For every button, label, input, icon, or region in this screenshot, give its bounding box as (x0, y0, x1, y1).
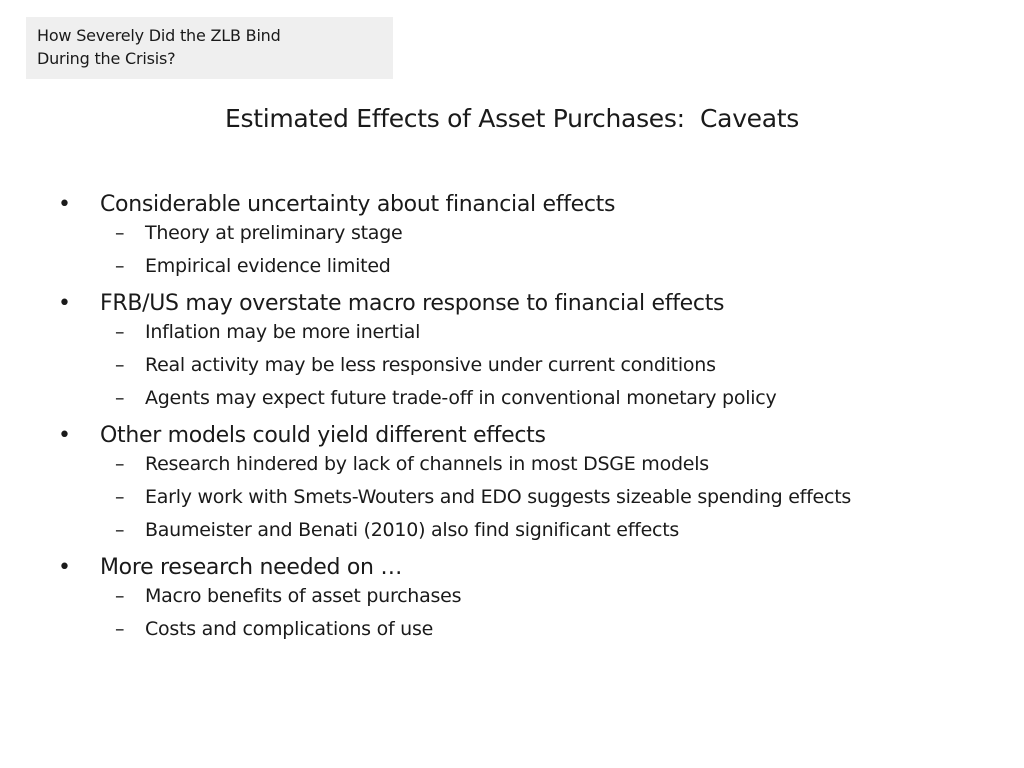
bullet-icon: • (58, 423, 71, 448)
sub-bullet-item (58, 617, 935, 641)
dash-icon: – (115, 519, 125, 541)
dash-icon: – (115, 453, 125, 475)
bullet-text: Other models could yield different effects (100, 423, 546, 448)
sub-bullet-list (100, 584, 958, 641)
sub-bullet-item (58, 452, 935, 476)
sub-bullet-list (100, 452, 958, 542)
sub-bullet-text: Agents may expect future trade-off in conventional monetary policy (145, 387, 777, 409)
sub-bullet-item (58, 320, 935, 344)
bullet-list (58, 188, 958, 650)
sub-bullet-item (58, 254, 935, 278)
sub-bullet-item (58, 353, 935, 377)
sub-bullet-text: Real activity may be less responsive under current conditions (145, 354, 716, 376)
dash-icon: – (115, 618, 125, 640)
bullet-item (58, 419, 958, 542)
sub-bullet-item (58, 221, 935, 245)
sub-bullet-item (58, 584, 935, 608)
dash-icon: – (115, 354, 125, 376)
dash-icon: – (115, 222, 125, 244)
bullet-icon: • (58, 291, 71, 316)
section-tag-line-1: How Severely Did the ZLB Bind (37, 26, 281, 45)
sub-bullet-item (58, 386, 935, 410)
dash-icon: – (115, 255, 125, 277)
sub-bullet-text: Empirical evidence limited (145, 255, 391, 277)
section-tag (26, 17, 393, 79)
section-tag-line-2: During the Crisis? (37, 49, 176, 68)
sub-bullet-text: Early work with Smets-Wouters and EDO suggests sizeable spending effects (145, 486, 852, 508)
sub-bullet-text: Macro benefits of asset purchases (145, 585, 462, 607)
bullet-item (58, 551, 958, 641)
bullet-item (58, 188, 958, 278)
bullet-text: Considerable uncertainty about financial effects (100, 192, 616, 217)
sub-bullet-list (100, 320, 958, 410)
slide-title: Estimated Effects of Asset Purchases: Caveats (224, 104, 800, 133)
sub-bullet-item (58, 485, 935, 509)
bullet-item (58, 287, 958, 410)
dash-icon: – (115, 321, 125, 343)
sub-bullet-text: Costs and complications of use (145, 618, 434, 640)
bullet-text: More research needed on … (100, 555, 403, 580)
sub-bullet-text: Research hindered by lack of channels in most DSGE models (145, 453, 709, 475)
bullet-icon: • (58, 192, 71, 217)
bullet-text: FRB/US may overstate macro response to financial effects (100, 291, 725, 316)
sub-bullet-item (58, 518, 935, 542)
sub-bullet-text: Inflation may be more inertial (145, 321, 421, 343)
sub-bullet-text: Theory at preliminary stage (145, 222, 403, 244)
sub-bullet-text: Baumeister and Benati (2010) also find significant effects (145, 519, 680, 541)
sub-bullet-list (100, 221, 958, 278)
bullet-icon: • (58, 555, 71, 580)
dash-icon: – (115, 585, 125, 607)
dash-icon: – (115, 387, 125, 409)
dash-icon: – (115, 486, 125, 508)
